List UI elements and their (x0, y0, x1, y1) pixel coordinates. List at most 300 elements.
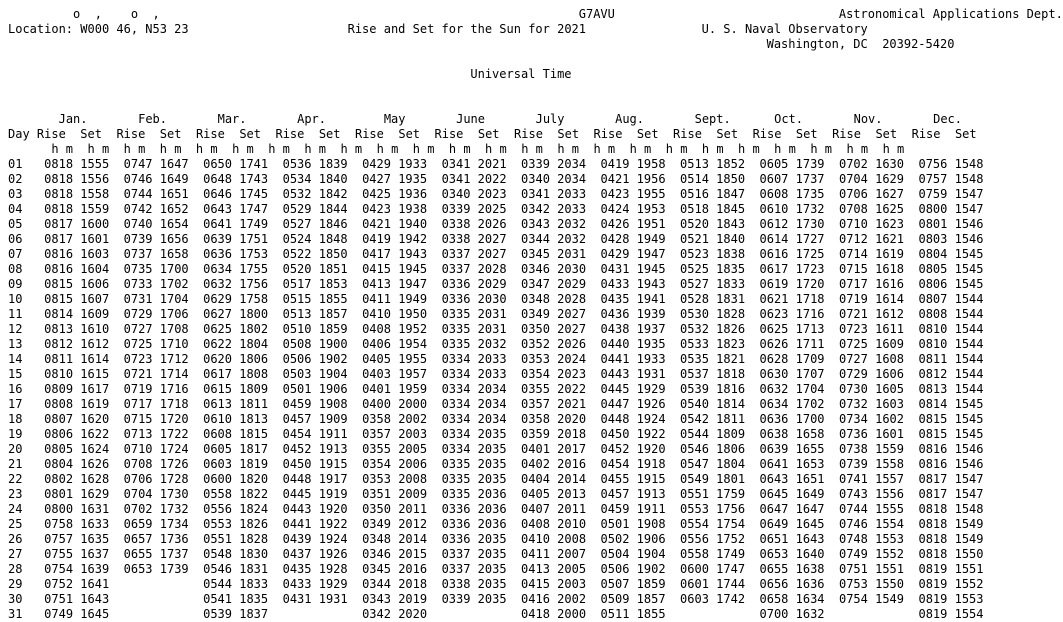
set-unit: h m (232, 142, 254, 156)
rise-set-cell: 0506 1902 (600, 562, 666, 576)
rise-set-cell: 0819 1552 (918, 577, 984, 591)
rise-set-cell: 0418 2000 (521, 607, 587, 621)
month-header-row (8, 112, 984, 126)
rise-set-cell: 0816 1546 (918, 442, 984, 456)
rise-set-cell: 0528 1831 (680, 292, 746, 306)
rise-set-cell: 0532 1826 (680, 322, 746, 336)
rise-set-cell: 0715 1618 (838, 262, 905, 276)
rise-set-cell: 0632 1756 (203, 277, 269, 291)
table-row (8, 247, 984, 261)
rise-set-cell: 0335 2032 (441, 337, 507, 351)
table-row (8, 577, 984, 591)
day-number: 27 (8, 547, 23, 561)
rise-set-cell: 0723 1611 (838, 322, 905, 336)
rise-set-cell: 0819 1553 (918, 592, 984, 606)
set-unit: h m (159, 142, 182, 156)
rise-set-cell: 0815 1545 (918, 427, 984, 441)
month-label: June (456, 112, 486, 126)
rise-set-cell: 0342 2020 (362, 607, 428, 621)
rise-set-cell: 0807 1620 (44, 412, 110, 426)
rise-set-cell: 0608 1735 (759, 187, 825, 201)
rise-set-cell: 0457 1909 (282, 412, 348, 426)
rise-set-cell: 0812 1544 (918, 367, 984, 381)
rise-set-cell: 0509 1857 (600, 592, 666, 606)
table-row (8, 517, 984, 531)
rise-set-cell: 0727 1708 (123, 322, 189, 336)
day-number: 23 (8, 487, 23, 501)
rise-set-cell: 0626 1711 (759, 337, 825, 351)
rise-set-cell: 0540 1814 (680, 397, 746, 411)
rise-set-cell: 0639 1655 (759, 442, 825, 456)
rise-set-cell: 0725 1609 (838, 337, 905, 351)
day-number: 21 (8, 457, 23, 471)
rise-set-cell: 0344 2018 (362, 577, 428, 591)
rise-set-cell: 0647 1647 (759, 502, 825, 516)
location-label: Location: (8, 22, 74, 36)
rise-set-cell: 0337 2027 (441, 247, 507, 261)
rise-set-cell: 0649 1645 (759, 517, 825, 531)
rise-set-cell: 0809 1617 (44, 382, 110, 396)
rise-label: Rise (116, 127, 146, 141)
month-label: Nov. (853, 112, 883, 126)
day-number: 05 (8, 217, 23, 231)
rise-set-cell: 0546 1831 (203, 562, 269, 576)
rise-set-cell: 0452 1913 (282, 442, 348, 456)
rise-set-cell: 0729 1606 (838, 367, 905, 381)
rise-set-cell: 0819 1554 (918, 607, 984, 621)
day-number: 24 (8, 502, 23, 516)
day-number: 14 (8, 352, 23, 366)
rise-set-cell: 0634 1702 (759, 397, 825, 411)
set-label: Set (875, 127, 898, 141)
rise-set-cell: 0714 1619 (838, 247, 905, 261)
rise-set-cell: 0551 1759 (680, 487, 746, 501)
table-row (8, 382, 984, 396)
rise-set-cell: 0353 2024 (521, 352, 587, 366)
table-row (8, 217, 984, 231)
month-label: Dec. (933, 112, 962, 126)
rise-set-cell: 0800 1631 (44, 502, 110, 516)
rise-label: Rise (434, 127, 464, 141)
rise-set-cell: 0342 2033 (521, 202, 587, 216)
rise-set-cell: 0818 1558 (44, 187, 110, 201)
day-number: 31 (8, 607, 23, 621)
rise-set-cell: 0706 1627 (838, 187, 905, 201)
rise-set-cell: 0615 1809 (203, 382, 269, 396)
rise-set-cell: 0334 2034 (441, 397, 507, 411)
rise-set-cell: 0630 1707 (759, 367, 825, 381)
rise-set-cell: 0725 1710 (123, 337, 189, 351)
rise-set-cell: 0603 1819 (203, 457, 269, 471)
rise-set-cell: 0612 1730 (759, 217, 825, 231)
rise-set-cell: 0617 1723 (759, 262, 825, 276)
rise-set-cell: 0523 1838 (680, 247, 746, 261)
day-number: 26 (8, 532, 23, 546)
rise-set-cell: 0405 2013 (521, 487, 587, 501)
rise-set-cell: 0441 1922 (282, 517, 348, 531)
rise-set-cell: 0507 1859 (600, 577, 666, 591)
rise-set-cell: 0348 2014 (362, 532, 428, 546)
rise-set-cell: 0617 1808 (203, 367, 269, 381)
rise-set-cell: 0732 1603 (838, 397, 905, 411)
rise-set-cell: 0803 1546 (918, 232, 984, 246)
rise-unit: h m (51, 142, 74, 156)
set-unit: h m (882, 142, 905, 156)
rise-set-cell: 0335 2035 (441, 457, 507, 471)
rise-set-cell: 0346 2015 (362, 547, 428, 561)
rise-set-cell: 0721 1612 (838, 307, 905, 321)
rise-set-cell: 0355 2022 (521, 382, 587, 396)
rise-set-cell: 0556 1752 (680, 532, 746, 546)
set-label: Set (477, 127, 500, 141)
rise-set-cell: 0407 2011 (521, 502, 587, 516)
rise-set-cell: 0433 1929 (282, 577, 348, 591)
rise-set-cell: 0445 1929 (600, 382, 666, 396)
rise-set-cell: 0641 1653 (759, 457, 825, 471)
day-number: 09 (8, 277, 23, 291)
rise-set-cell: 0818 1549 (918, 517, 984, 531)
rise-set-cell: 0643 1651 (759, 472, 825, 486)
rise-set-cell: 0801 1629 (44, 487, 110, 501)
rise-set-cell: 0527 1846 (282, 217, 348, 231)
set-label: Set (239, 127, 261, 141)
day-number: 02 (8, 172, 23, 186)
rise-set-cell: 0813 1610 (44, 322, 110, 336)
rise-set-cell: 0357 2003 (362, 427, 428, 441)
rise-unit: h m (195, 142, 218, 156)
rise-set-cell: 0727 1608 (838, 352, 905, 366)
rise-set-cell: 0537 1818 (680, 367, 746, 381)
rise-set-cell: 0544 1833 (203, 577, 269, 591)
rise-set-cell: 0450 1915 (282, 457, 348, 471)
rise-set-cell: 0339 2035 (441, 592, 507, 606)
table-row (8, 337, 984, 351)
rise-set-cell: 0621 1718 (759, 292, 825, 306)
rise-set-cell: 0715 1720 (123, 412, 189, 426)
rise-set-cell: 0336 2035 (441, 532, 507, 546)
rise-label: Rise (36, 127, 66, 141)
rise-set-cell: 0354 2006 (362, 457, 428, 471)
rise-set-cell: 0607 1737 (759, 172, 825, 186)
rise-set-cell: 0401 1959 (362, 382, 428, 396)
rise-set-cell: 0459 1908 (282, 397, 348, 411)
rise-set-cell: 0503 1904 (282, 367, 348, 381)
rise-unit: h m (412, 142, 435, 156)
rise-set-cell: 0739 1656 (123, 232, 189, 246)
rise-set-cell: 0756 1548 (918, 157, 984, 171)
rise-set-cell: 0337 2035 (441, 547, 507, 561)
rise-set-cell: 0717 1718 (123, 397, 189, 411)
table-row (8, 412, 984, 426)
rise-label: Rise (832, 127, 861, 141)
table-row (8, 352, 984, 366)
rise-set-cell: 0628 1709 (759, 352, 825, 366)
month-label: Mar. (217, 112, 247, 126)
rise-set-cell: 0815 1607 (44, 292, 110, 306)
rise-set-cell: 0337 2035 (441, 562, 507, 576)
rise-set-cell: 0501 1906 (282, 382, 348, 396)
rise-set-cell: 0452 1920 (600, 442, 666, 456)
rise-set-cell: 0357 2021 (521, 397, 587, 411)
rise-set-cell: 0636 1753 (203, 247, 269, 261)
day-number: 17 (8, 397, 23, 411)
rise-set-cell: 0811 1614 (44, 352, 110, 366)
rise-unit: h m (557, 142, 580, 156)
rise-set-cell: 0402 2016 (521, 457, 587, 471)
rise-set-cell: 0520 1851 (282, 262, 348, 276)
rise-label: Rise (673, 127, 702, 141)
rise-set-cell: 0646 1745 (203, 187, 269, 201)
rise-set-cell: 0758 1633 (44, 517, 110, 531)
rise-set-cell: 0600 1747 (680, 562, 746, 576)
rise-unit: h m (846, 142, 869, 156)
rise-set-cell: 0553 1756 (680, 502, 746, 516)
rise-unit: h m (123, 142, 146, 156)
rise-set-cell: 0804 1626 (44, 457, 110, 471)
rise-set-cell: 0408 1952 (362, 322, 428, 336)
rise-set-cell: 0506 1902 (282, 352, 348, 366)
rise-set-cell: 0645 1649 (759, 487, 825, 501)
rise-set-cell: 0556 1824 (203, 502, 269, 516)
day-number: 29 (8, 577, 23, 591)
rise-set-cell: 0735 1700 (123, 262, 189, 276)
rise-set-cell: 0421 1940 (362, 217, 428, 231)
rise-set-cell: 0534 1840 (282, 172, 348, 186)
rise-set-cell: 0443 1920 (282, 502, 348, 516)
rise-label: Rise (275, 127, 305, 141)
rise-set-cell: 0502 1906 (600, 532, 666, 546)
rise-set-cell: 0802 1628 (44, 472, 110, 486)
rise-set-cell: 0558 1822 (203, 487, 269, 501)
rise-set-cell: 0429 1933 (362, 157, 428, 171)
rise-set-cell: 0455 1915 (600, 472, 666, 486)
set-label: Set (398, 127, 421, 141)
rise-set-cell: 0518 1845 (680, 202, 746, 216)
rise-set-cell: 0411 1949 (362, 292, 428, 306)
rise-set-cell: 0335 2031 (441, 307, 507, 321)
rise-set-cell: 0349 2027 (521, 307, 587, 321)
set-label: Set (159, 127, 182, 141)
rise-set-cell: 0336 2036 (441, 517, 507, 531)
rise-set-cell: 0546 1806 (680, 442, 746, 456)
rise-set-cell: 0448 1917 (282, 472, 348, 486)
rise-set-cell: 0336 2036 (441, 502, 507, 516)
rise-set-cell: 0743 1556 (838, 487, 905, 501)
rise-set-cell: 0816 1546 (918, 457, 984, 471)
day-number: 13 (8, 337, 23, 351)
rise-set-cell: 0347 2029 (521, 277, 587, 291)
rise-set-cell: 0541 1835 (203, 592, 269, 606)
set-unit: h m (810, 142, 832, 156)
rise-set-cell: 0814 1545 (918, 397, 984, 411)
rise-set-cell: 0459 1911 (600, 502, 666, 516)
rise-set-cell: 0457 1913 (600, 487, 666, 501)
rise-set-cell: 0636 1700 (759, 412, 825, 426)
rise-set-cell: 0358 2002 (362, 412, 428, 426)
rise-set-cell: 0421 1956 (600, 172, 666, 186)
rise-set-cell: 0810 1615 (44, 367, 110, 381)
rise-set-cell: 0551 1828 (203, 532, 269, 546)
degree-marks: o , o , (8, 7, 160, 21)
location-value: W000 46, N53 23 (80, 22, 189, 36)
rise-set-cell: 0539 1837 (203, 607, 269, 621)
table-row (8, 172, 984, 186)
rise-set-cell: 0351 2009 (362, 487, 428, 501)
rise-set-cell: 0744 1651 (123, 187, 189, 201)
rise-set-cell: 0759 1547 (918, 187, 984, 201)
rise-set-cell: 0752 1641 (44, 577, 110, 591)
rise-set-cell: 0447 1926 (600, 397, 666, 411)
rise-set-cell: 0441 1933 (600, 352, 666, 366)
rise-set-cell: 0338 2035 (441, 577, 507, 591)
rise-set-cell: 0413 2005 (521, 562, 587, 576)
rise-set-cell: 0632 1704 (759, 382, 825, 396)
rise-set-cell: 0339 2034 (521, 157, 587, 171)
rise-set-cell: 0639 1751 (203, 232, 269, 246)
rise-set-cell: 0408 2010 (521, 517, 587, 531)
rise-set-cell: 0334 2035 (441, 442, 507, 456)
rise-set-cell: 0536 1839 (282, 157, 348, 171)
rise-set-cell: 0516 1847 (680, 187, 746, 201)
set-unit: h m (448, 142, 471, 156)
rise-set-cell: 0634 1755 (203, 262, 269, 276)
rise-set-cell: 0806 1545 (918, 277, 984, 291)
rise-set-cell: 0334 2033 (441, 352, 507, 366)
rise-set-cell: 0747 1647 (123, 157, 189, 171)
set-unit: h m (376, 142, 399, 156)
rise-set-cell: 0700 1632 (759, 607, 825, 621)
table-row (8, 502, 984, 516)
set-unit: h m (304, 142, 327, 156)
department: Astronomical Applications Dept. (838, 7, 1063, 21)
rise-set-cell: 0334 2033 (441, 367, 507, 381)
month-label: Apr. (297, 112, 326, 126)
rise-set-cell: 0406 1954 (362, 337, 428, 351)
rise-set-cell: 0522 1850 (282, 247, 348, 261)
rise-set-cell: 0704 1629 (838, 172, 905, 186)
rise-set-cell: 0343 2019 (362, 592, 428, 606)
rise-set-cell: 0710 1724 (123, 442, 189, 456)
day-label: Day (8, 127, 30, 141)
time-basis: Universal Time (470, 67, 572, 81)
rise-set-cell: 0651 1643 (759, 532, 825, 546)
rise-set-cell: 0454 1911 (282, 427, 348, 441)
address: Washington, DC 20392-5420 (766, 37, 955, 51)
day-number: 04 (8, 202, 23, 216)
table-row (8, 322, 984, 336)
rise-set-cell: 0352 2026 (521, 337, 587, 351)
rise-unit: h m (701, 142, 724, 156)
set-unit: h m (738, 142, 760, 156)
rise-set-cell: 0625 1802 (203, 322, 269, 336)
rise-set-cell: 0539 1816 (680, 382, 746, 396)
set-label: Set (795, 127, 818, 141)
rise-set-cell: 0717 1616 (838, 277, 905, 291)
rise-label: Rise (195, 127, 225, 141)
rise-set-cell: 0603 1742 (680, 592, 746, 606)
rise-set-cell: 0755 1637 (44, 547, 110, 561)
rise-set-cell: 0746 1649 (123, 172, 189, 186)
rise-set-cell: 0415 2003 (521, 577, 587, 591)
table-row (8, 457, 984, 471)
rise-set-cell: 0819 1551 (918, 562, 984, 576)
rise-set-cell: 0504 1904 (600, 547, 666, 561)
rise-set-cell: 0335 2035 (441, 472, 507, 486)
rise-set-cell: 0425 1936 (362, 187, 428, 201)
rise-set-cell: 0554 1754 (680, 517, 746, 531)
rise-set-cell: 0513 1852 (680, 157, 746, 171)
rise-set-cell: 0808 1544 (918, 307, 984, 321)
rise-set-cell: 0404 2014 (521, 472, 587, 486)
rise-set-cell: 0515 1855 (282, 292, 348, 306)
rise-set-cell: 0808 1619 (44, 397, 110, 411)
rise-set-cell: 0702 1630 (838, 157, 905, 171)
rise-set-cell: 0542 1811 (680, 412, 746, 426)
rise-set-cell: 0757 1635 (44, 532, 110, 546)
rise-set-cell: 0817 1547 (918, 487, 984, 501)
day-number: 03 (8, 187, 23, 201)
rise-set-cell: 0818 1548 (918, 502, 984, 516)
rise-set-cell: 0805 1624 (44, 442, 110, 456)
day-number: 06 (8, 232, 23, 246)
day-number: 12 (8, 322, 23, 336)
rise-set-cell: 0358 2020 (521, 412, 587, 426)
rise-set-cell: 0501 1908 (600, 517, 666, 531)
rise-set-cell: 0657 1736 (123, 532, 189, 546)
table-row (8, 262, 984, 276)
rise-set-cell: 0438 1937 (600, 322, 666, 336)
rise-set-cell: 0440 1935 (600, 337, 666, 351)
rise-set-cell: 0400 2000 (362, 397, 428, 411)
table-row (8, 397, 984, 411)
rise-set-cell: 0818 1559 (44, 202, 110, 216)
month-label: Feb. (138, 112, 167, 126)
rise-set-cell: 0445 1919 (282, 487, 348, 501)
rise-set-cell: 0511 1855 (600, 607, 666, 621)
report-title: Rise and Set for the Sun for 2021 (347, 22, 587, 36)
rise-set-cell: 0653 1739 (123, 562, 189, 576)
rise-set-cell: 0748 1553 (838, 532, 905, 546)
rise-label: Rise (752, 127, 782, 141)
day-number: 18 (8, 412, 23, 426)
rise-unit: h m (774, 142, 796, 156)
report-code: G7AVU (578, 7, 615, 21)
rise-set-cell: 0616 1725 (759, 247, 825, 261)
rise-set-cell: 0815 1606 (44, 277, 110, 291)
rise-set-cell: 0530 1828 (680, 307, 746, 321)
set-label: Set (80, 127, 102, 141)
day-number: 19 (8, 427, 23, 441)
rise-set-cell: 0341 2033 (521, 187, 587, 201)
rise-set-cell: 0650 1741 (203, 157, 269, 171)
rise-set-cell: 0341 2022 (441, 172, 507, 186)
rise-set-cell: 0757 1548 (918, 172, 984, 186)
rise-set-cell: 0708 1625 (838, 202, 905, 216)
rise-set-cell: 0450 1922 (600, 427, 666, 441)
rise-set-cell: 0608 1815 (203, 427, 269, 441)
day-number: 20 (8, 442, 23, 456)
table-row (8, 562, 984, 576)
rise-set-cell: 0353 2008 (362, 472, 428, 486)
table-row (8, 487, 984, 501)
rise-set-cell: 0623 1716 (759, 307, 825, 321)
table-row (8, 187, 984, 201)
rise-set-cell: 0804 1545 (918, 247, 984, 261)
rise-set-cell: 0335 2031 (441, 322, 507, 336)
rise-set-cell: 0734 1602 (838, 412, 905, 426)
table-row (8, 442, 984, 456)
rise-set-cell: 0345 2031 (521, 247, 587, 261)
